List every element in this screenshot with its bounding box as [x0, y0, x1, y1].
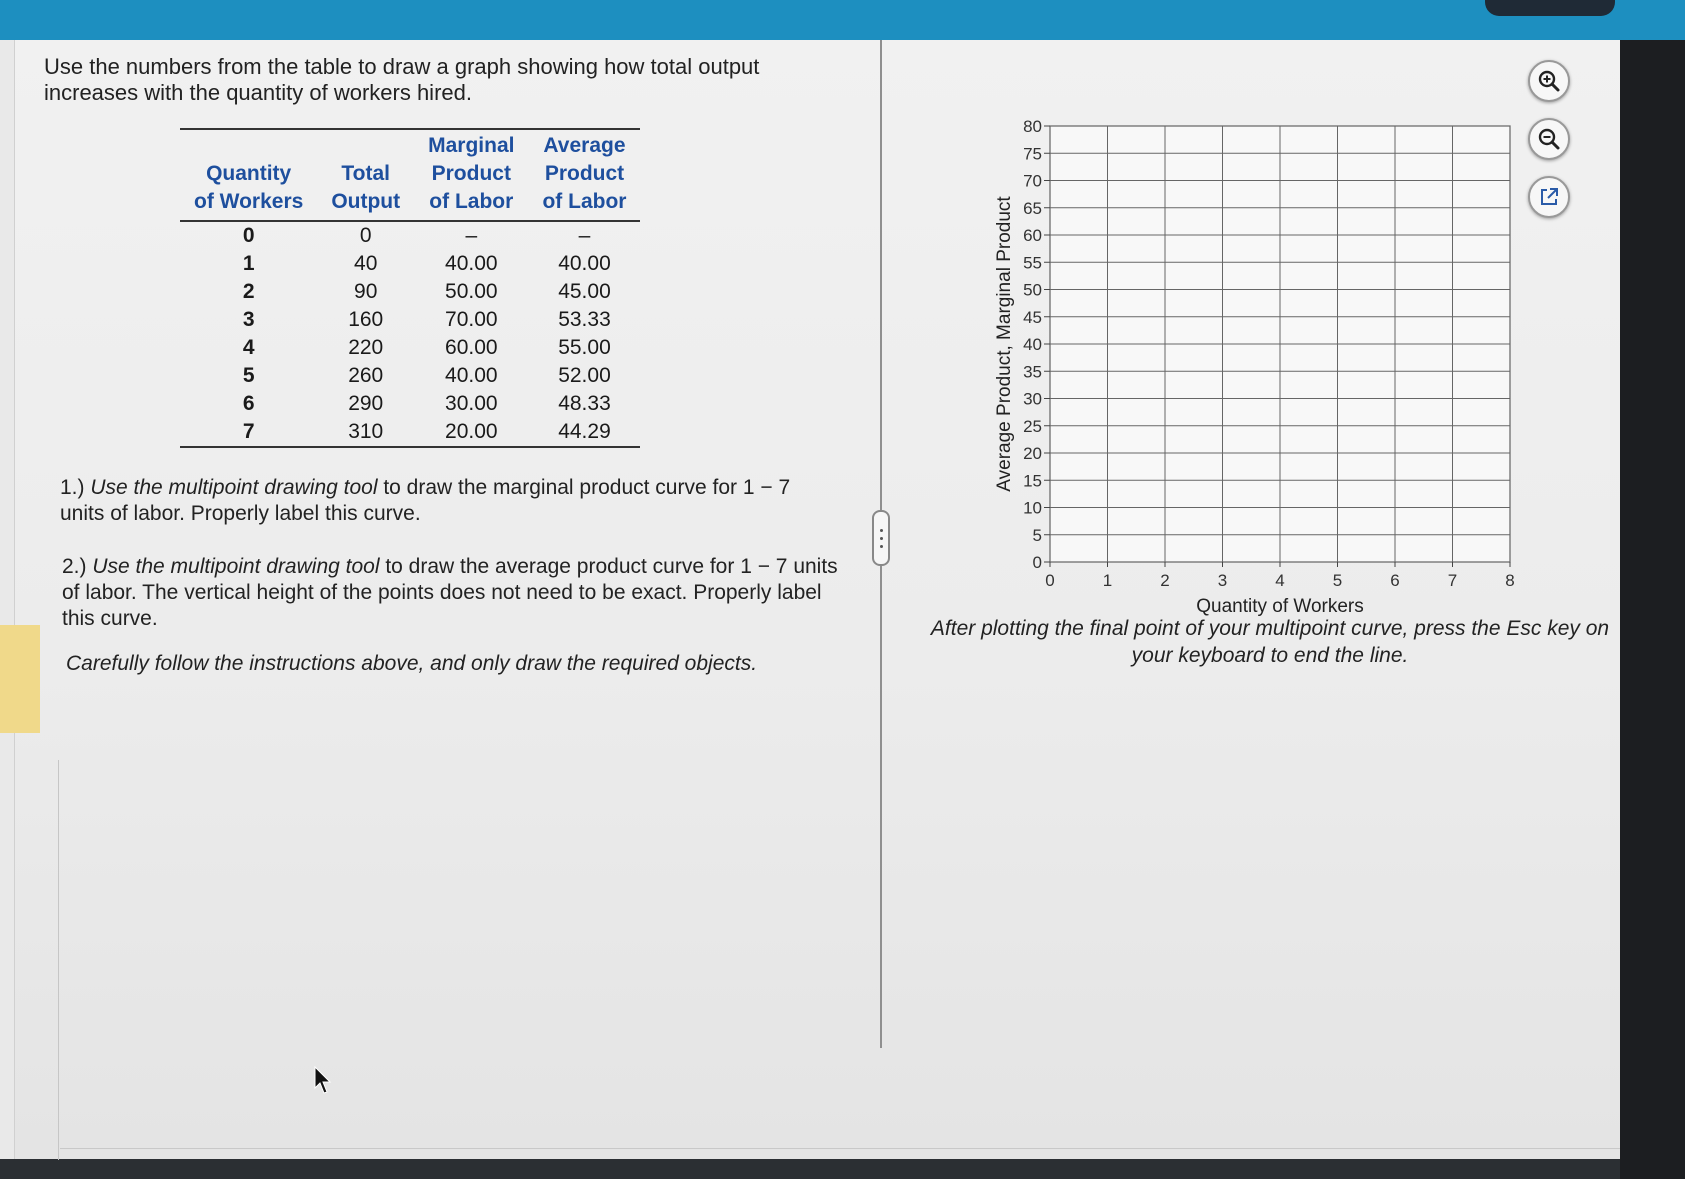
- table-cell: 45.00: [558, 280, 611, 303]
- table-cell: 70.00: [445, 308, 498, 331]
- instruction-2: [62, 554, 842, 632]
- table-cell: 52.00: [558, 364, 611, 387]
- column-header-line: Product: [431, 162, 511, 185]
- column-header-line: Output: [331, 190, 401, 213]
- column-header-line: Product: [544, 162, 625, 185]
- y-tick-label: 30: [1023, 389, 1042, 409]
- x-tick-label: 3: [1217, 571, 1228, 590]
- table-cell: 5: [242, 364, 255, 387]
- table-row: [180, 221, 640, 250]
- x-tick-label: 1: [1102, 571, 1113, 590]
- table-cell: 160: [348, 308, 384, 331]
- y-tick-label: 5: [1032, 525, 1042, 545]
- question-intro: Use the numbers from the table to draw a graph showing how total output increases with the quantity of workers hired.: [44, 54, 760, 105]
- table-cell: 290: [348, 392, 384, 415]
- mouse-cursor-icon: [314, 1066, 334, 1096]
- table-cell: 60.00: [445, 336, 498, 359]
- y-tick-label: 60: [1023, 226, 1042, 245]
- y-tick-label: 40: [1023, 335, 1042, 354]
- y-tick-label: 25: [1023, 416, 1042, 436]
- column-header-line: Marginal: [428, 134, 515, 157]
- top-bar-pill: [1485, 0, 1615, 16]
- y-tick-label: 80: [1023, 117, 1042, 136]
- table-cell: 6: [242, 392, 255, 415]
- x-tick-label: 6: [1390, 571, 1400, 590]
- pane-resize-handle[interactable]: [872, 510, 890, 566]
- column-header: [180, 130, 317, 221]
- table-row: [180, 334, 640, 362]
- bottom-rule: [60, 1148, 1620, 1149]
- table-cell: –: [465, 224, 478, 247]
- table-header-row: [180, 130, 640, 221]
- y-tick-label: 10: [1023, 498, 1042, 518]
- x-tick-label: 0: [1045, 571, 1055, 590]
- instruction-1: [60, 475, 840, 527]
- table-cell: 260: [348, 364, 384, 387]
- table-cell: 40.00: [558, 252, 611, 275]
- y-tick-label: 35: [1023, 362, 1042, 382]
- screen-edge: [1620, 40, 1685, 1179]
- instruction-2-tool: Use the multipoint drawing tool: [92, 555, 380, 578]
- table-cell: 310: [317, 418, 414, 447]
- column-header-line: of Workers: [194, 190, 304, 213]
- instruction-note: Carefully follow the instructions above, and only draw the required objects.: [66, 652, 758, 675]
- table-cell: 44.29: [528, 418, 640, 447]
- zoom-out-icon: [1537, 127, 1561, 151]
- table-cell: 55.00: [558, 336, 611, 359]
- column-header-line: Average: [543, 134, 626, 157]
- column-header-line: Quantity: [206, 162, 292, 185]
- table-cell: 40.00: [445, 252, 498, 275]
- table-cell: 0: [359, 224, 372, 247]
- y-tick-label: 0: [1032, 553, 1042, 572]
- top-bar: [0, 0, 1685, 40]
- instruction-1-tool: Use the multipoint drawing tool: [90, 476, 378, 499]
- column-header-line: Total: [341, 162, 391, 185]
- instruction-2-number: 2.): [62, 555, 93, 578]
- table-cell: 220: [348, 336, 384, 359]
- y-tick-label: 75: [1023, 144, 1042, 164]
- table-row: [180, 418, 640, 447]
- table-cell: 40: [354, 252, 378, 275]
- external-link-icon: [1538, 186, 1560, 208]
- instruction-1-number: 1.): [60, 476, 91, 499]
- y-axis-ticks: [1023, 117, 1050, 572]
- chart-grid: [1050, 126, 1510, 562]
- table-cell: 30.00: [445, 392, 498, 415]
- column-header: [317, 130, 414, 221]
- table-row: [180, 278, 640, 306]
- x-tick-label: 8: [1505, 571, 1515, 590]
- graph-instruction: After plotting the final point of your multipoint curve, press the Esc key on your keyboard to end the line.: [930, 617, 1610, 667]
- production-table: [180, 128, 640, 448]
- y-tick-label: 45: [1023, 307, 1042, 327]
- x-tick-label: 2: [1160, 571, 1170, 590]
- guide-line: [58, 760, 59, 1160]
- table-cell: 7: [180, 418, 317, 447]
- table-cell: 20.00: [414, 418, 528, 447]
- table-cell: 4: [242, 336, 255, 359]
- y-tick-label: 65: [1023, 198, 1042, 218]
- zoom-out-button[interactable]: [1528, 118, 1570, 160]
- y-tick-label: 50: [1023, 280, 1042, 300]
- table-row: [180, 362, 640, 390]
- column-header-line: of Labor: [542, 190, 627, 213]
- instruction-1-text: to draw the marginal product curve for 1 − 7 units of labor. Properly label this curve.: [60, 476, 791, 525]
- graph-area[interactable]: [980, 82, 1540, 662]
- left-margin: [0, 40, 15, 1159]
- table-cell: 3: [242, 308, 255, 331]
- table-cell: 2: [242, 280, 255, 303]
- table-cell: 0: [242, 224, 255, 247]
- table-cell: 53.33: [558, 308, 611, 331]
- table-cell: 1: [242, 252, 255, 275]
- column-header-line: of Labor: [429, 190, 514, 213]
- y-axis-title: Average Product, Marginal Product: [994, 196, 1015, 492]
- table-cell: 40.00: [445, 364, 498, 387]
- popout-button[interactable]: [1528, 176, 1570, 218]
- question-page: [0, 40, 1620, 1159]
- y-tick-label: 20: [1023, 444, 1042, 463]
- table-cell: 90: [354, 280, 378, 303]
- y-tick-label: 15: [1023, 471, 1042, 491]
- x-axis-title: Quantity of Workers: [1196, 596, 1364, 617]
- table-cell: 48.33: [558, 392, 611, 415]
- table-row: [180, 390, 640, 418]
- column-header: [414, 130, 528, 221]
- table-row: [180, 306, 640, 334]
- column-header: [528, 130, 640, 221]
- instruction-2-text: to draw the average product curve for 1 − 7 units of labor. The vertical height of the points does not need to be exact. Properly label this curve.: [62, 555, 838, 630]
- y-tick-label: 70: [1023, 171, 1042, 191]
- table-cell: 50.00: [445, 280, 498, 303]
- table-cell: –: [578, 224, 591, 247]
- y-tick-label: 55: [1023, 253, 1042, 273]
- zoom-in-button[interactable]: [1528, 60, 1570, 102]
- x-tick-label: 7: [1447, 571, 1458, 590]
- table-row: [180, 250, 640, 278]
- zoom-in-icon: [1537, 69, 1561, 93]
- x-tick-label: 4: [1275, 571, 1285, 590]
- table-body: [180, 221, 640, 447]
- question-marker[interactable]: [0, 625, 40, 733]
- x-tick-label: 5: [1332, 571, 1343, 590]
- x-axis-ticks: [1045, 562, 1514, 590]
